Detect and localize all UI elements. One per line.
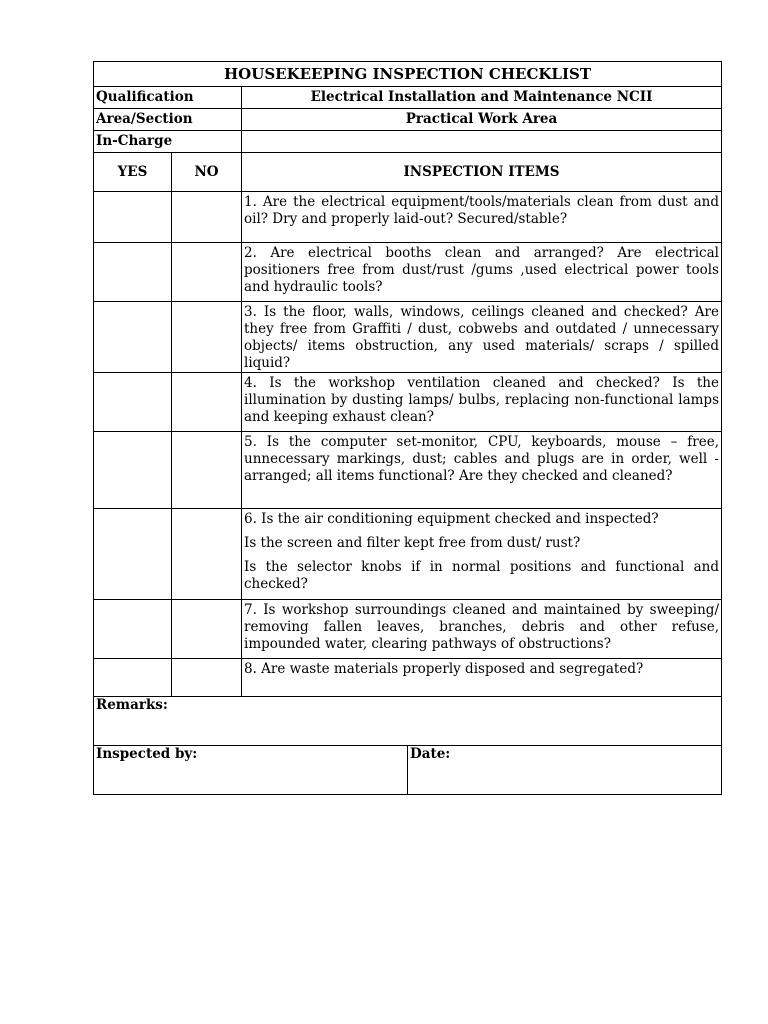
yes-checkbox-cell[interactable] <box>94 302 172 373</box>
inspection-items-header: INSPECTION ITEMS <box>242 153 722 192</box>
yes-checkbox-cell[interactable] <box>94 600 172 659</box>
incharge-row <box>94 131 722 153</box>
inspection-item-text: 5. Is the computer set-monitor, CPU, keyboards, mouse – free, unnecessary markings, dust; cables and plugs are in order, well -arranged; all items functional? Are they checked and cleaned? <box>244 434 719 484</box>
no-checkbox-cell[interactable] <box>172 243 242 302</box>
inspection-item <box>242 243 722 302</box>
inspection-item-text: 7. Is workshop surroundings cleaned and maintained by sweeping/ removing fallen leaves, branches, debris and other refuse, impounded water, clearing pathways of obstructions? <box>244 602 719 652</box>
inspection-item-text: 8. Are waste materials properly disposed and segregated? <box>244 661 644 677</box>
checklist-row <box>94 509 722 600</box>
checklist-sheet <box>93 61 721 795</box>
inspection-item-text: Is the screen and filter kept free from dust/ rust? <box>244 535 581 551</box>
area-value: Practical Work Area <box>242 109 722 131</box>
inspection-item <box>242 659 722 697</box>
incharge-field[interactable] <box>242 131 722 153</box>
area-row <box>94 109 722 131</box>
qualification-label: Qualification <box>94 87 242 109</box>
yes-column-header: YES <box>94 153 172 192</box>
no-checkbox-cell[interactable] <box>172 509 242 600</box>
inspection-item <box>242 373 722 432</box>
inspected-by-field[interactable] <box>94 746 408 795</box>
incharge-label: In-Charge <box>94 131 242 153</box>
inspection-item <box>242 302 722 373</box>
yes-checkbox-cell[interactable] <box>94 192 172 243</box>
inspection-item <box>242 509 722 600</box>
remarks-label: Remarks: <box>96 697 168 713</box>
signature-row <box>94 746 722 795</box>
title-row <box>94 62 722 87</box>
date-label: Date: <box>410 746 451 762</box>
form-title: HOUSEKEEPING INSPECTION CHECKLIST <box>94 62 722 87</box>
qualification-row <box>94 87 722 109</box>
checklist-row <box>94 192 722 243</box>
inspection-item <box>242 600 722 659</box>
yes-checkbox-cell[interactable] <box>94 659 172 697</box>
inspection-item-text: 6. Is the air conditioning equipment checked and inspected? <box>244 511 659 527</box>
remarks-field[interactable] <box>94 697 722 746</box>
yes-checkbox-cell[interactable] <box>94 509 172 600</box>
inspection-item-text: 3. Is the floor, walls, windows, ceilings cleaned and checked? Are they free from Graffiti / dust, cobwebs and outdated / unnecessary objects/ items obstruction, any used materials/ scraps / spilled liquid? <box>244 304 719 371</box>
inspection-item <box>242 432 722 509</box>
inspection-item-text: 1. Are the electrical equipment/tools/materials clean from dust and oil? Dry and properly laid-out? Secured/stable? <box>244 194 719 227</box>
area-label: Area/Section <box>94 109 242 131</box>
header-row <box>94 153 722 192</box>
inspection-item-text: 2. Are electrical booths clean and arranged? Are electrical positioners free from dust/rust /gums ,used electrical power tools and hydraulic tools? <box>244 245 719 295</box>
no-checkbox-cell[interactable] <box>172 600 242 659</box>
no-checkbox-cell[interactable] <box>172 373 242 432</box>
no-checkbox-cell[interactable] <box>172 432 242 509</box>
yes-checkbox-cell[interactable] <box>94 243 172 302</box>
checklist-table <box>93 61 722 795</box>
no-checkbox-cell[interactable] <box>172 192 242 243</box>
inspection-item-text: Is the selector knobs if in normal positions and functional and checked? <box>244 559 719 592</box>
qualification-value: Electrical Installation and Maintenance NCII <box>242 87 722 109</box>
inspected-by-label: Inspected by: <box>96 746 198 762</box>
checklist-row <box>94 659 722 697</box>
no-checkbox-cell[interactable] <box>172 659 242 697</box>
no-column-header: NO <box>172 153 242 192</box>
checklist-row <box>94 432 722 509</box>
date-field[interactable] <box>408 746 722 795</box>
checklist-row <box>94 302 722 373</box>
yes-checkbox-cell[interactable] <box>94 432 172 509</box>
inspection-item-text: 4. Is the workshop ventilation cleaned and checked? Is the illumination by dusting lamps/ bulbs, replacing non-functional lamps and keeping exhaust clean? <box>244 375 719 425</box>
yes-checkbox-cell[interactable] <box>94 373 172 432</box>
checklist-row <box>94 600 722 659</box>
checklist-row <box>94 243 722 302</box>
remarks-row <box>94 697 722 746</box>
inspection-item <box>242 192 722 243</box>
no-checkbox-cell[interactable] <box>172 302 242 373</box>
checklist-row <box>94 373 722 432</box>
